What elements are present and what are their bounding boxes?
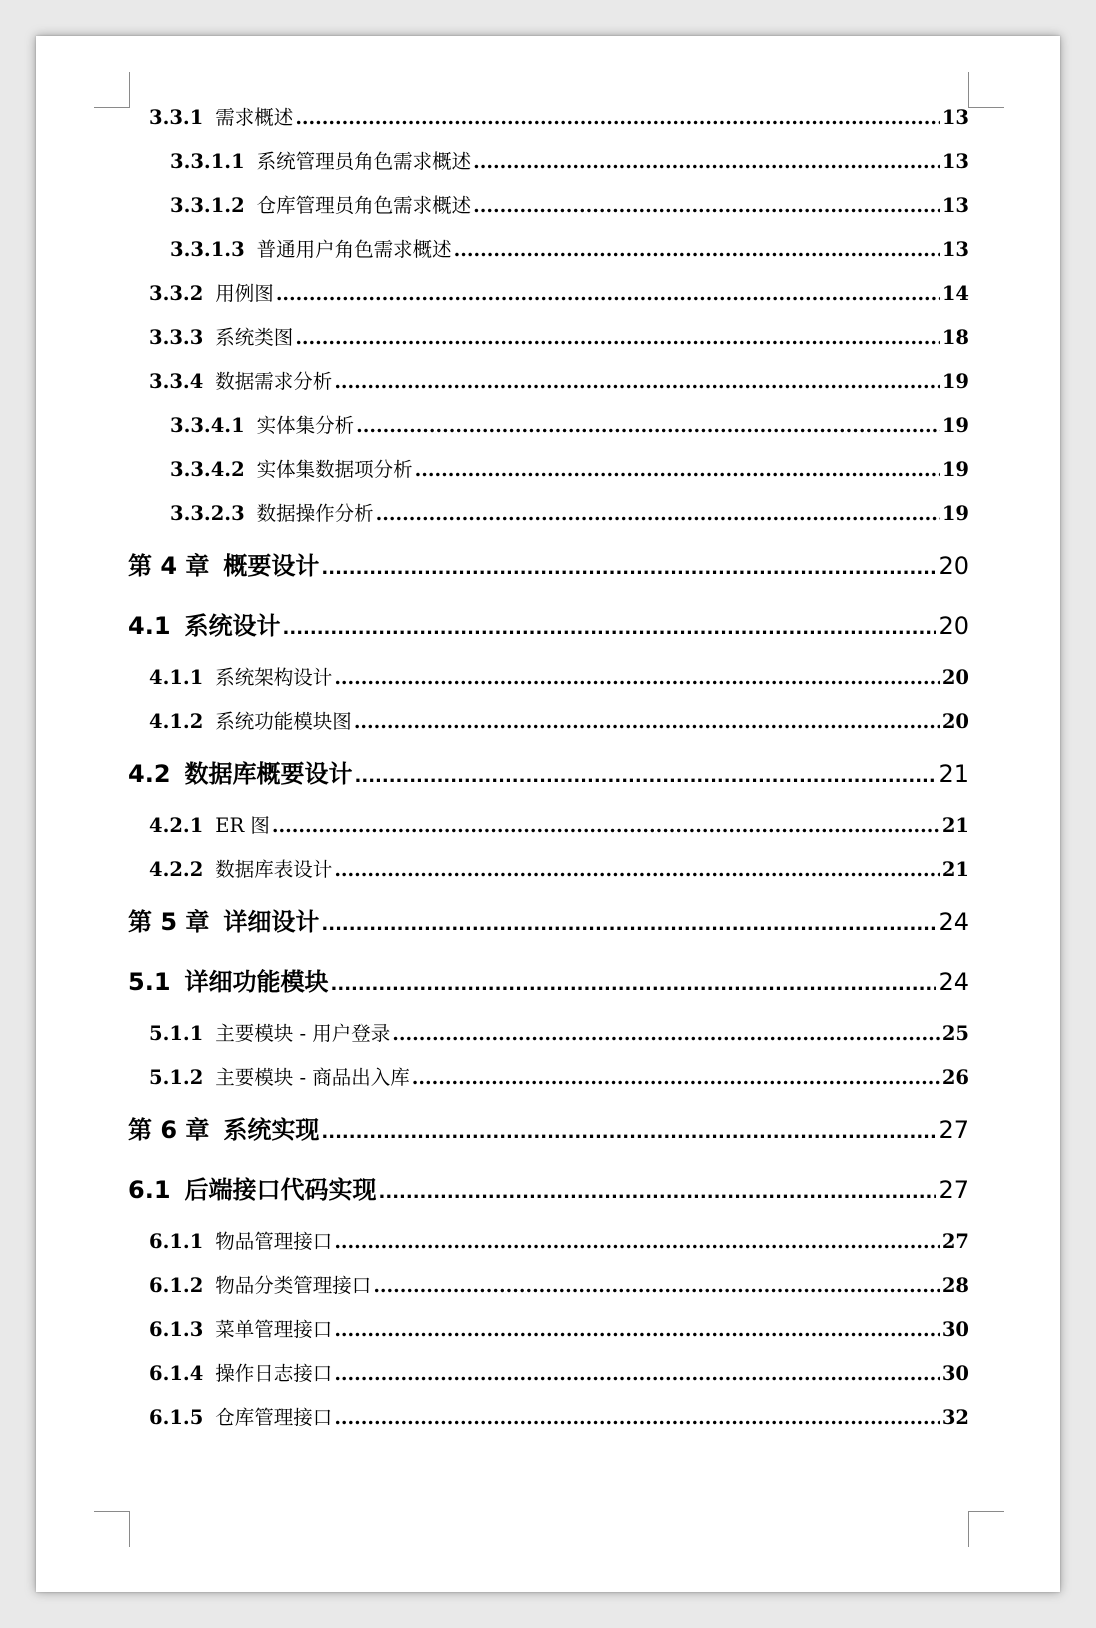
toc-chapter-entry[interactable]	[128, 1100, 969, 1160]
toc-entry-number: 5.1.1	[149, 1022, 204, 1045]
toc-entry-page: 20	[938, 612, 969, 640]
toc-dot-leader	[415, 448, 940, 492]
toc-entry[interactable]	[128, 404, 969, 448]
toc-entry-title: 主要模块 - 用户登录	[215, 1022, 391, 1045]
toc-dot-leader	[334, 1220, 940, 1264]
toc-entry-page: 19	[941, 414, 969, 437]
toc-entry-title: 系统设计	[184, 612, 281, 640]
toc-entry[interactable]	[128, 272, 969, 316]
toc-entry-number: 3.3.1.3	[170, 238, 245, 261]
toc-entry-page: 13	[941, 150, 969, 173]
toc-entry-number: 5.1.2	[149, 1066, 204, 1089]
toc-entry-number: 3.3.4.1	[170, 414, 245, 437]
toc-entry-title: 系统功能模块图	[215, 710, 352, 733]
toc-entry-number: 第 6 章	[128, 1116, 210, 1144]
crop-mark-top-right	[968, 72, 1004, 108]
toc-dot-leader	[321, 536, 936, 599]
toc-entry-title: 普通用户角色需求概述	[256, 238, 452, 261]
toc-entry-number: 3.3.1	[149, 106, 204, 129]
toc-entry[interactable]	[128, 656, 969, 700]
toc-entry-title: 物品管理接口	[215, 1230, 333, 1253]
toc-entry-page: 21	[941, 814, 969, 837]
toc-entry-page: 21	[941, 858, 969, 881]
toc-entry-page: 21	[938, 760, 969, 788]
toc-entry[interactable]	[128, 1396, 969, 1440]
toc-entry-page: 26	[941, 1066, 969, 1089]
toc-dot-leader	[356, 404, 940, 448]
toc-section-entry[interactable]	[128, 596, 969, 656]
toc-dot-leader	[334, 1308, 940, 1352]
toc-entry-page: 20	[938, 552, 969, 580]
document-page	[36, 36, 1060, 1592]
toc-entry-page: 27	[938, 1116, 969, 1144]
toc-entry-title: 仓库管理接口	[215, 1406, 333, 1429]
toc-entry[interactable]	[128, 1220, 969, 1264]
toc-entry[interactable]	[128, 448, 969, 492]
toc-dot-leader	[412, 1056, 940, 1100]
toc-entry-title: 物品分类管理接口	[215, 1274, 372, 1297]
toc-entry[interactable]	[128, 1264, 969, 1308]
toc-entry-title: 用例图	[215, 282, 274, 305]
toc-entry-number: 6.1.1	[149, 1230, 204, 1253]
toc-entry-page: 19	[941, 458, 969, 481]
toc-entry-title: 数据库表设计	[215, 858, 333, 881]
toc-entry-page: 27	[938, 1176, 969, 1204]
toc-entry-number: 4.1.1	[149, 666, 204, 689]
toc-entry-title: 实体集分析	[256, 414, 355, 437]
toc-entry-page: 13	[941, 106, 969, 129]
toc-entry-title: 详细功能模块	[184, 968, 329, 996]
crop-mark-bottom-left	[94, 1511, 130, 1547]
toc-section-entry[interactable]	[128, 744, 969, 804]
toc-chapter-entry[interactable]	[128, 536, 969, 596]
toc-entry-title: 数据操作分析	[256, 502, 374, 525]
toc-dot-leader	[334, 848, 940, 892]
toc-entry-page: 25	[941, 1022, 969, 1045]
toc-dot-leader	[276, 272, 940, 316]
toc-dot-leader	[354, 700, 940, 744]
toc-entry-number: 第 4 章	[128, 552, 210, 580]
crop-mark-top-left	[94, 72, 130, 108]
toc-entry-title: 数据需求分析	[215, 370, 333, 393]
toc-entry-number: 6.1.2	[149, 1274, 204, 1297]
toc-entry[interactable]	[128, 140, 969, 184]
toc-entry-title: 概要设计	[223, 552, 320, 580]
toc-dot-leader	[355, 744, 937, 807]
toc-entry-number: 5.1	[128, 968, 171, 996]
toc-entry-title: 数据库概要设计	[184, 760, 353, 788]
toc-entry[interactable]	[128, 1308, 969, 1352]
toc-dot-leader	[321, 1100, 936, 1163]
toc-entry-page: 32	[941, 1406, 969, 1429]
toc-dot-leader	[334, 1396, 940, 1440]
toc-entry-page: 13	[941, 194, 969, 217]
toc-entry-title: 仓库管理员角色需求概述	[256, 194, 472, 217]
toc-entry-page: 30	[941, 1318, 969, 1341]
toc-dot-leader	[392, 1012, 940, 1056]
toc-entry-page: 20	[941, 666, 969, 689]
toc-entry-number: 4.2.2	[149, 858, 204, 881]
toc-entry[interactable]	[128, 492, 969, 536]
toc-entry-number: 6.1.3	[149, 1318, 204, 1341]
toc-dot-leader	[321, 892, 936, 955]
toc-entry[interactable]	[128, 96, 969, 140]
toc-dot-leader	[379, 1160, 937, 1223]
toc-dot-leader	[283, 596, 937, 659]
toc-dot-leader	[473, 184, 940, 228]
toc-dot-leader	[272, 804, 940, 848]
toc-entry-page: 13	[941, 238, 969, 261]
toc-dot-leader	[295, 316, 940, 360]
toc-entry-number: 6.1	[128, 1176, 171, 1204]
toc-entry-page: 19	[941, 370, 969, 393]
toc-dot-leader	[295, 96, 940, 140]
toc-entry[interactable]	[128, 1056, 969, 1100]
toc-dot-leader	[373, 1264, 940, 1308]
toc-entry-number: 3.3.1.1	[170, 150, 245, 173]
toc-entry-number: 3.3.1.2	[170, 194, 245, 217]
toc-dot-leader	[334, 656, 940, 700]
toc-entry[interactable]	[128, 1352, 969, 1396]
toc-entry-page: 20	[941, 710, 969, 733]
toc-entry[interactable]	[128, 228, 969, 272]
toc-entry-number: 4.1	[128, 612, 171, 640]
crop-mark-bottom-right	[968, 1511, 1004, 1547]
toc-entry-title: 系统实现	[223, 1116, 320, 1144]
toc-entry-title: 操作日志接口	[215, 1362, 333, 1385]
toc-entry[interactable]	[128, 804, 969, 848]
toc-entry-page: 14	[941, 282, 969, 305]
toc-section-entry[interactable]	[128, 1160, 969, 1220]
toc-entry[interactable]	[128, 184, 969, 228]
toc-entry-title: 系统架构设计	[215, 666, 333, 689]
toc-dot-leader	[454, 228, 940, 272]
toc-entry-page: 24	[938, 968, 969, 996]
toc-entry[interactable]	[128, 360, 969, 404]
toc-dot-leader	[473, 140, 940, 184]
toc-entry-number: 4.2.1	[149, 814, 204, 837]
toc-entry-page: 24	[938, 908, 969, 936]
toc-entry-number: 3.3.3	[149, 326, 204, 349]
toc-entry-number: 3.3.4	[149, 370, 204, 393]
toc-entry-number: 4.2	[128, 760, 171, 788]
toc-entry-page: 18	[941, 326, 969, 349]
toc-entry-title: 菜单管理接口	[215, 1318, 333, 1341]
toc-dot-leader	[376, 492, 940, 536]
toc-entry-number: 6.1.5	[149, 1406, 204, 1429]
toc-entry-number: 3.3.2	[149, 282, 204, 305]
toc-entry-title: 系统类图	[215, 326, 294, 349]
toc-entry-number: 6.1.4	[149, 1362, 204, 1385]
toc-entry-page: 28	[941, 1274, 969, 1297]
toc-entry[interactable]	[128, 316, 969, 360]
toc-entry-title: 后端接口代码实现	[184, 1176, 377, 1204]
toc-entry[interactable]	[128, 1012, 969, 1056]
toc-entry-title: 详细设计	[223, 908, 320, 936]
toc-dot-leader	[334, 360, 940, 404]
toc-dot-leader	[334, 1352, 940, 1396]
toc-entry-number: 3.3.2.3	[170, 502, 245, 525]
toc-entry[interactable]	[128, 700, 969, 744]
toc-entry-number: 4.1.2	[149, 710, 204, 733]
toc-dot-leader	[331, 952, 937, 1015]
toc-entry[interactable]	[128, 848, 969, 892]
toc-entry-page: 30	[941, 1362, 969, 1385]
toc-entry-title: 需求概述	[215, 106, 294, 129]
toc-entry-title: 主要模块 - 商品出入库	[215, 1066, 410, 1089]
toc-entry-title: ER 图	[215, 814, 270, 837]
toc-entry-page: 19	[941, 502, 969, 525]
toc-entry-page: 27	[941, 1230, 969, 1253]
toc-section-entry[interactable]	[128, 952, 969, 1012]
toc-entry-title: 实体集数据项分析	[256, 458, 413, 481]
toc-entry-number: 第 5 章	[128, 908, 210, 936]
table-of-contents	[128, 96, 969, 1440]
toc-entry-title: 系统管理员角色需求概述	[256, 150, 472, 173]
toc-entry-number: 3.3.4.2	[170, 458, 245, 481]
toc-chapter-entry[interactable]	[128, 892, 969, 952]
